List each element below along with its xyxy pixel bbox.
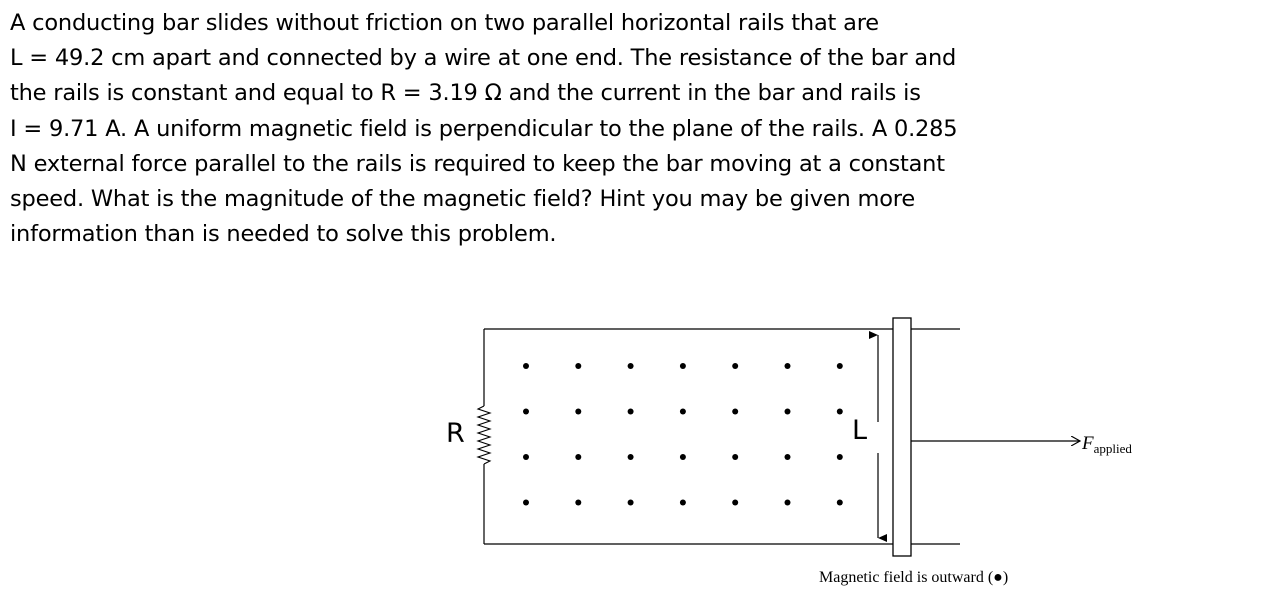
problem-line-4: I = 9.71 A. A uniform magnetic field is perpendicular to the plane of the rails. A 0.285 — [10, 115, 958, 142]
field-dot — [628, 363, 634, 369]
field-dot — [785, 363, 791, 369]
field-dot — [732, 454, 738, 460]
field-dot — [732, 409, 738, 415]
problem-line-6: speed. What is the magnitude of the magnetic field? Hint you may be given more — [10, 186, 915, 213]
field-dot — [680, 409, 686, 415]
field-dot — [523, 500, 529, 506]
field-dot — [785, 500, 791, 506]
figure-caption: Magnetic field is outward (●) — [819, 569, 1009, 586]
field-dot — [732, 363, 738, 369]
field-dot — [837, 363, 843, 369]
force-subscript: applied — [1093, 441, 1132, 456]
field-dot — [732, 500, 738, 506]
field-dot — [523, 363, 529, 369]
conducting-bar — [893, 318, 911, 556]
magnetic-field-dots — [523, 363, 843, 506]
resistor-label: R — [446, 418, 465, 449]
problem-line-1: A conducting bar slides without friction on two parallel horizontal rails that are — [10, 10, 879, 36]
problem-line-3: the rails is constant and equal to R = 3.19 Ω and the current in the bar and rails is — [10, 80, 921, 107]
resistor-zigzag — [478, 406, 490, 464]
field-dot — [837, 409, 843, 415]
field-dot — [628, 454, 634, 460]
field-dot — [523, 409, 529, 415]
field-dot — [575, 363, 581, 369]
problem-line-5: N external force parallel to the rails is required to keep the bar moving at a constant — [10, 150, 945, 177]
field-dot — [785, 409, 791, 415]
field-dot — [680, 363, 686, 369]
field-dot — [837, 454, 843, 460]
field-dot — [837, 500, 843, 506]
field-dot — [575, 409, 581, 415]
field-dot — [575, 454, 581, 460]
left-wire — [478, 329, 490, 544]
problem-line-7: information than is needed to solve this problem. — [10, 221, 557, 248]
force-symbol: F — [1082, 433, 1094, 454]
field-dot — [628, 409, 634, 415]
problem-line-2: L = 49.2 cm apart and connected by a wire at one end. The resistance of the bar and — [10, 45, 957, 72]
field-dot — [785, 454, 791, 460]
applied-force-label — [1081, 433, 1132, 456]
field-dot — [628, 500, 634, 506]
field-dot — [575, 500, 581, 506]
length-label: L — [852, 415, 868, 446]
field-dot — [523, 454, 529, 460]
field-dot — [680, 454, 686, 460]
field-dot — [680, 500, 686, 506]
